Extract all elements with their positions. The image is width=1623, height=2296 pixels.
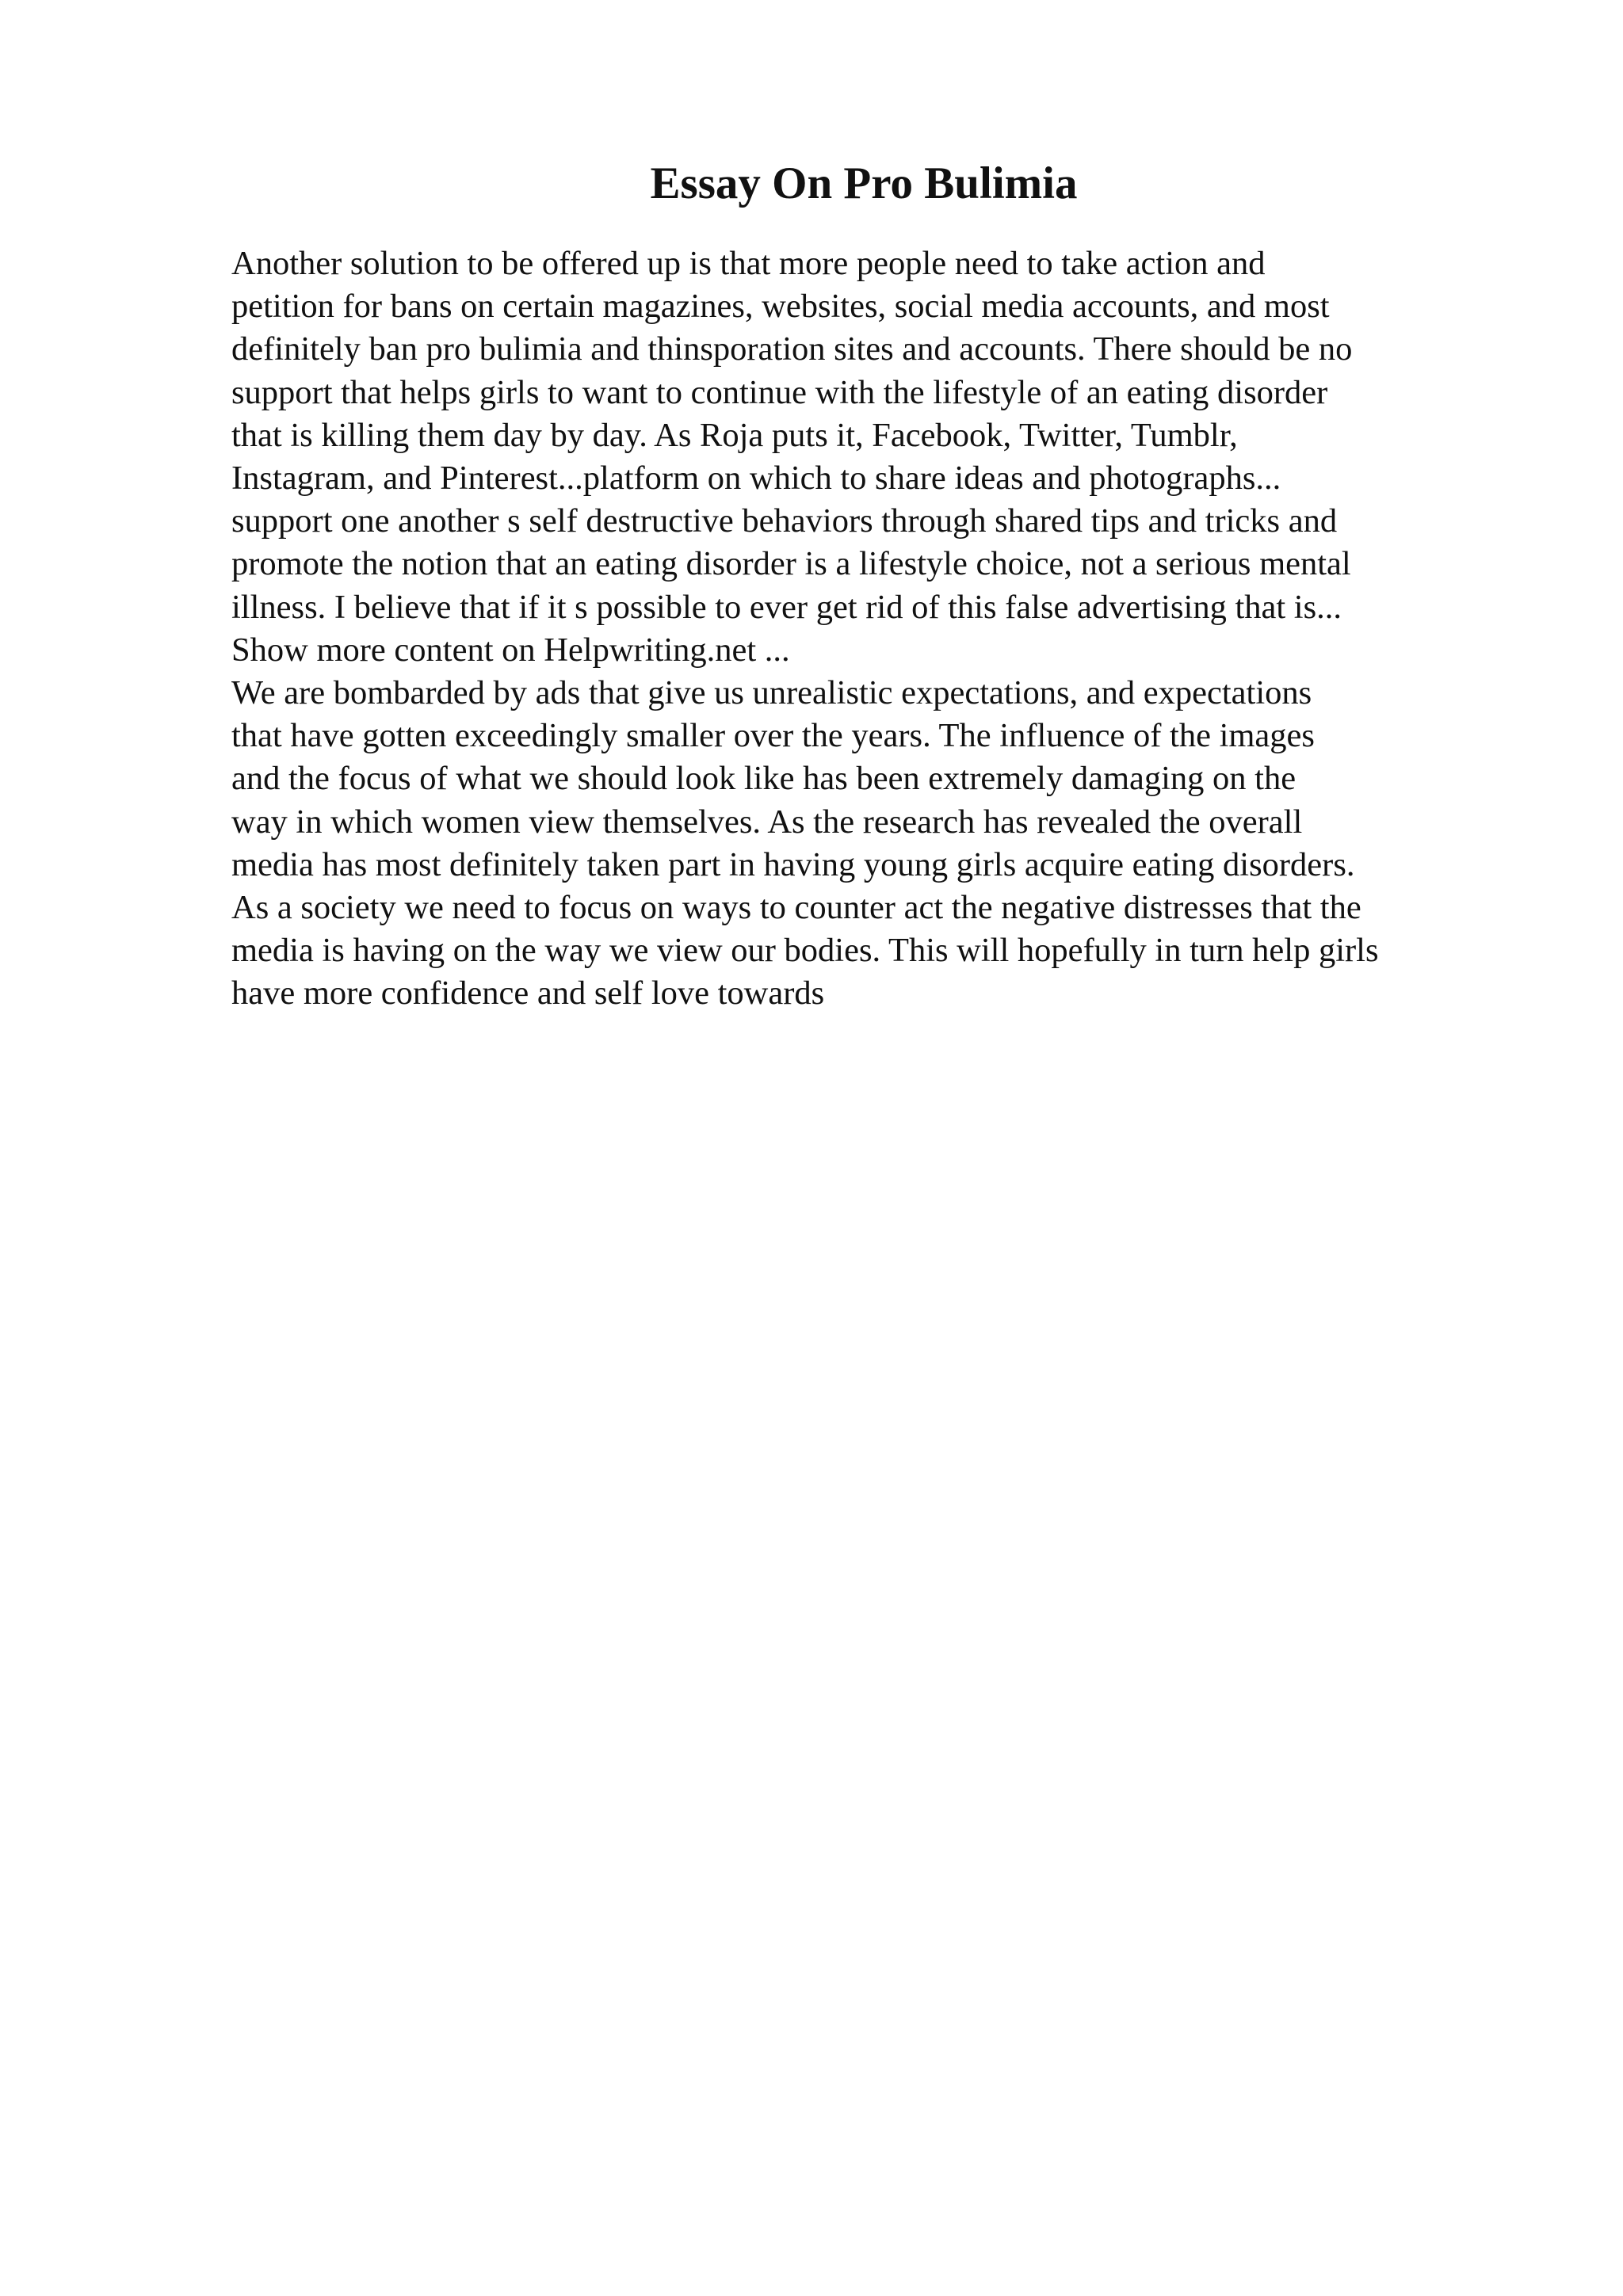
essay-line: media has most definitely taken part in having young girls acquire eating disorders.: [231, 845, 1355, 883]
essay-line: support that helps girls to want to continue with the lifestyle of an eating disorder: [231, 373, 1328, 411]
essay-line: media is having on the way we view our bodies. This will hopefully in turn help girls: [231, 932, 1379, 970]
essay-line: promote the notion that an eating disorder is a lifestyle choice, not a serious mental: [231, 545, 1351, 583]
essay-line: and the focus of what we should look like has been extremely damaging on the: [231, 760, 1296, 798]
essay-line: As a society we need to focus on ways to counter act the negative distresses that the: [231, 889, 1361, 927]
essay-line: Another solution to be offered up is that more people need to take action and: [231, 245, 1266, 282]
page-title: Essay On Pro Bulimia: [650, 158, 1078, 208]
essay-line: that have gotten exceedingly smaller over the years. The influence of the images: [231, 717, 1315, 755]
essay-line: that is killing them day by day. As Roja puts it, Facebook, Twitter, Tumblr,: [231, 416, 1238, 454]
show-more-line: Show more content on Helpwriting.net ...: [231, 631, 790, 669]
essay-line: have more confidence and self love towards: [231, 974, 825, 1013]
essay-line: Instagram, and Pinterest...platform on which to share ideas and photographs...: [231, 460, 1281, 498]
essay-line: petition for bans on certain magazines, websites, social media accounts, and most: [231, 288, 1330, 326]
essay-line: support one another s self destructive behaviors through shared tips and tricks and: [231, 502, 1338, 540]
essay-line: We are bombarded by ads that give us unrealistic expectations, and expectations: [231, 674, 1312, 712]
essay-line: illness. I believe that if it s possible to ever get rid of this false advertising that is...: [231, 588, 1342, 626]
essay-line: way in which women view themselves. As the research has revealed the overall: [231, 803, 1303, 841]
essay-body: [231, 242, 1563, 1016]
essay-line: definitely ban pro bulimia and thinsporation sites and accounts. There should be no: [231, 330, 1353, 368]
